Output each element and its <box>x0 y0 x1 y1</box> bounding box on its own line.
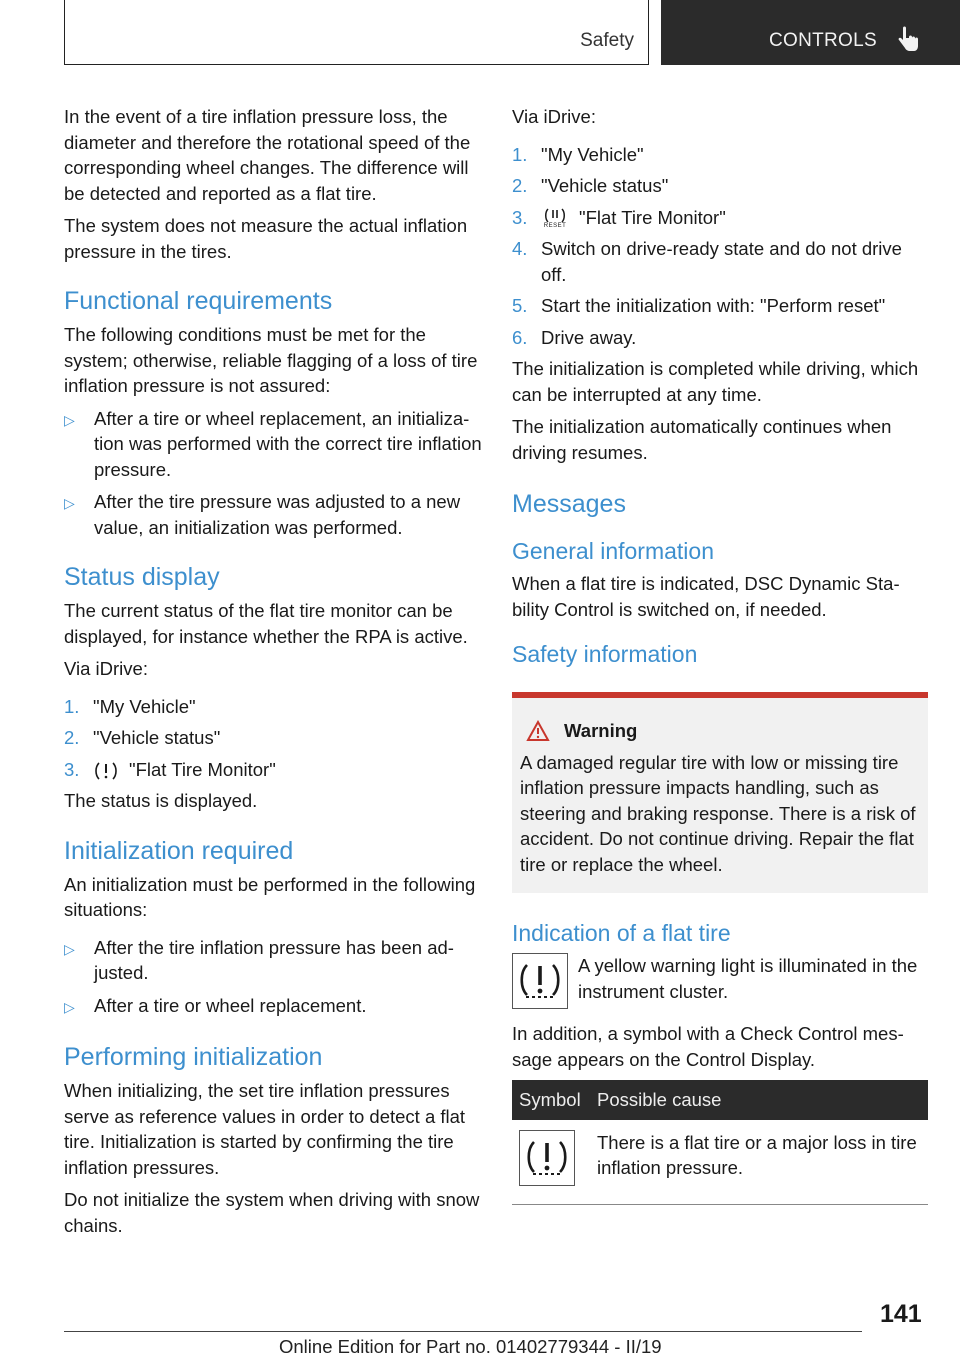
bullet-text: After the tire pressure was adjusted to a new value, an initialization was performed. <box>94 491 461 538</box>
bullet-text: After a tire or wheel replacement. <box>94 994 367 1016</box>
left-column <box>64 104 482 1245</box>
list-item <box>64 406 482 483</box>
edition-text: Online Edition for Part no. 01402779344 - II/19 <box>279 1336 662 1357</box>
list-item: 3. "Flat Tire Monitor" <box>64 758 276 780</box>
list-item: 1. "My Vehicle" <box>512 143 644 165</box>
list-item: 6. Drive away. <box>512 326 637 348</box>
bullet-triangle-icon: ▷ <box>64 495 75 511</box>
performing-initialization-text-1: When initializing, the set tire inflation pressures serve as reference values in order to detect a flat tire. Initialization is started by confirming the tire inflation pressures. <box>64 1080 466 1178</box>
list-item: 5. Start the initialization with: "Perform reset" <box>512 295 886 316</box>
functional-requirements-text: The following conditions must be met for the system; otherwise, reliable flagging of a loss of tire inflation pressure is not assured: <box>64 324 478 396</box>
warning-text: A damaged regular tire with low or missing tire inflation pressure impacts handling, such as steering and braking response. There is a risk of accident. Do not continue driving. Repair the flat tire or replace the wheel. <box>520 751 916 875</box>
bullet-text: After the tire inflation pressure has been adjusted. <box>94 936 454 983</box>
messages-heading: Messages <box>512 490 626 518</box>
status-display-text: The current status of the flat tire monitor can be displayed, for instance whether the RPA is active. <box>64 600 468 647</box>
functional-requirements-heading: Functional requirements <box>64 287 333 315</box>
addition-text: In addition, a symbol with a Check Control message appears on the Control Display. <box>512 1023 904 1070</box>
status-steps-list <box>64 694 482 783</box>
intro-paragraph-2: The system does not measure the actual inflation pressure in the tires. <box>64 215 468 262</box>
initialization-required-heading: Initialization required <box>64 836 294 865</box>
table-header-cause: Possible cause <box>590 1080 928 1120</box>
indication-text: A yellow warning light is illuminated in the instrument cluster. <box>578 955 918 1002</box>
header-chapter-box <box>661 0 960 65</box>
after-steps-text-1: The initialization is completed while driving, which can be interrupted at any time. <box>512 358 919 405</box>
list-item: 2. "Vehicle status" <box>64 727 221 748</box>
warning-title: Warning <box>520 718 920 744</box>
footer-divider <box>64 1331 862 1332</box>
page-number: 141 <box>880 1300 922 1328</box>
table-cause-cell: There is a flat tire or a major loss in tire inflation pressure. <box>590 1120 928 1205</box>
tire-pressure-icon <box>93 761 119 781</box>
list-item <box>64 489 482 540</box>
table-header-row <box>512 1080 928 1120</box>
flat-tire-warning-icon <box>519 1130 575 1186</box>
warning-box <box>512 692 928 893</box>
warning-triangle-icon <box>526 720 550 742</box>
list-item: 1. "My Vehicle" <box>64 695 196 717</box>
status-result-text: The status is displayed. <box>64 790 258 811</box>
header-chapter-title: CONTROLS <box>769 30 877 51</box>
right-column <box>512 104 928 1205</box>
status-display-heading: Status display <box>64 563 220 591</box>
after-steps-text-2: The initialization automatically continues when driving resumes. <box>512 416 892 463</box>
initialization-required-text: An initialization must be performed in the following situations: <box>64 873 476 920</box>
table-header-symbol: Symbol <box>512 1080 590 1120</box>
list-item <box>64 935 482 986</box>
flat-tire-warning-icon <box>512 953 568 1009</box>
list-item: 3. RESET "Flat Tire Monitor" <box>512 206 726 230</box>
header-section-title: Safety <box>580 30 634 51</box>
table-row <box>512 1120 928 1205</box>
status-via-idrive: Via iDrive: <box>64 658 148 679</box>
bullet-triangle-icon: ▷ <box>64 998 75 1015</box>
general-information-heading: General information <box>512 538 714 564</box>
performing-initialization-heading: Performing initialization <box>64 1043 323 1071</box>
symbol-table <box>512 1080 928 1205</box>
intro-paragraph-1: In the event of a tire inflation pressure loss, the diameter and therefore the rotational speed of the corresponding wheel changes. The difference will be detected and reported as a flat tire. <box>64 106 471 204</box>
indication-heading: Indication of a flat tire <box>512 920 731 946</box>
general-information-text: When a flat tire is indicated, DSC Dynamic Stability Control is switched on, if needed. <box>512 573 900 620</box>
tire-pressure-reset-icon: RESET <box>541 208 569 229</box>
via-idrive: Via iDrive: <box>512 106 596 127</box>
bullet-text: After a tire or wheel replacement, an initialization was performed with the correct tire inflation pressure. <box>94 407 482 480</box>
pointing-hand-icon <box>897 26 919 52</box>
safety-information-heading: Safety information <box>512 641 698 667</box>
indication-row <box>512 953 928 1009</box>
bullet-triangle-icon: ▷ <box>64 411 75 428</box>
performing-initialization-text-2: Do not initialize the system when driving with snow chains. <box>64 1189 480 1236</box>
initialization-steps-list <box>512 142 928 351</box>
list-item: 2. "Vehicle status" <box>512 175 669 196</box>
header-section-box <box>64 0 649 65</box>
list-item: 4. Switch on drive-ready state and do not drive off. <box>512 238 902 285</box>
bullet-triangle-icon: ▷ <box>64 940 75 957</box>
list-item <box>64 993 482 1021</box>
